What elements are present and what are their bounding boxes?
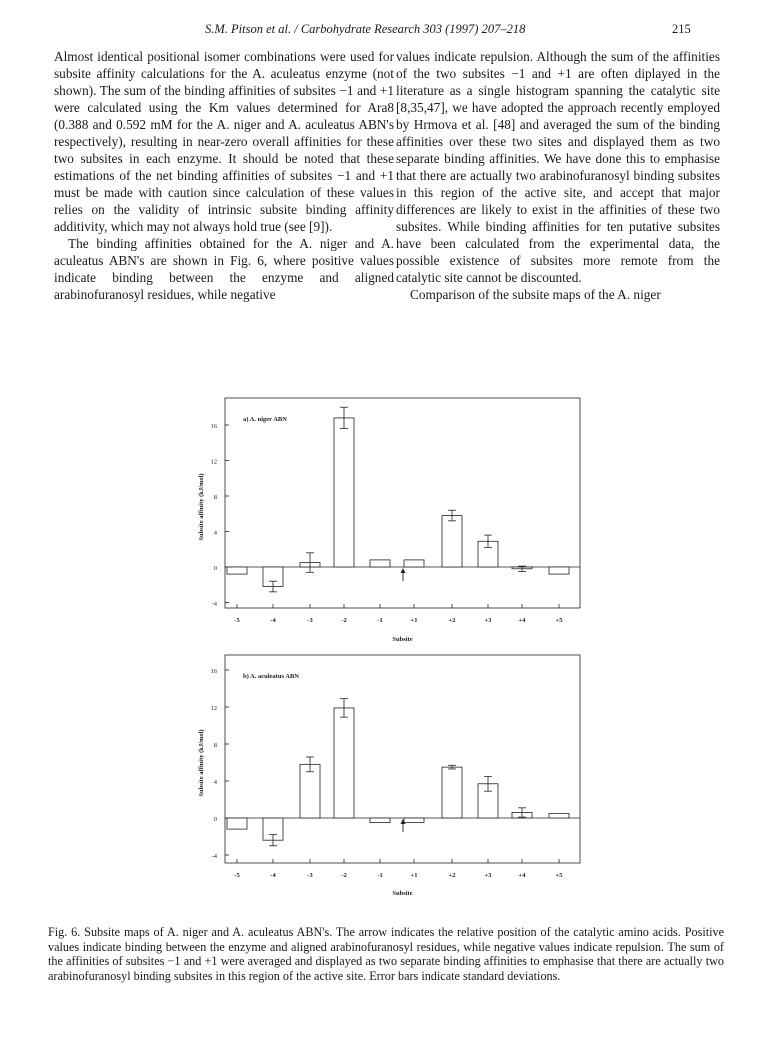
x-tick-label: -1 [377,617,383,624]
figure-caption: Fig. 6. Subsite maps of A. niger and A. aculeatus ABN's. The arrow indicates the relative position of the catalytic amino acids. Positive values indicate binding between the enzyme and aligned arabinofuranosyl residues, while negative values indicate repulsion. The sum of the affinities of subsites −1 and +1 were averaged and displayed as two separate binding affinities to emphasise that there are actually two arabinofuranosyl binding subsites in this region of the active site. Error bars indicate standard deviations. [48,925,724,983]
catalytic-arrow-head [401,568,406,573]
bar [442,516,462,567]
x-tick-label: -4 [270,872,276,879]
y-tick-label: 4 [213,779,217,786]
y-tick-label: 0 [213,565,217,572]
page-number: 215 [672,22,691,36]
x-tick-label: +3 [484,617,492,624]
y-tick-label: 8 [213,494,217,501]
x-axis-label: Subsite [392,890,413,897]
x-tick-label: +4 [518,617,526,624]
x-tick-label: +4 [518,872,526,879]
y-axis-label: Subsite affinity (kJ/mol) [198,473,205,541]
x-tick-label: +5 [555,617,563,624]
x-tick-label: -1 [377,872,383,879]
y-tick-label: -4 [211,600,217,608]
x-tick-label: -2 [341,617,347,624]
x-tick-label: -5 [234,872,240,879]
x-tick-label: +3 [484,872,492,879]
x-tick-label: +1 [410,872,418,879]
y-tick-label: 12 [210,705,217,712]
paragraph: Comparison of the subsite maps of the A. niger [410,287,661,302]
bar [334,708,354,818]
x-tick-label: +2 [448,617,456,624]
bar [442,767,462,818]
paragraph: values indicate repulsion. Although the sum of the affinities of the two subsites −1 and +1 are often diplayed in the literature as a single histogram spanning the catalytic site [8,35,47], we have adopted the approach recently employed by Hrmova et al. [48] and averaged the sum of the binding affinities over these two sites and displayed them as two separate binding affinities. We have done this to emphasise that there are actually two arabinofuranosyl binding subsites in this region of the active site, and accept that major differences are likely to exist in the affinities of these two subsites. While binding affinities for ten putative subsites have been calculated from the experimental data, the possible existence of subsites more remote from the catalytic site cannot be discounted. [396,49,720,285]
bar [370,818,390,823]
bar [404,818,424,823]
x-tick-label: +5 [555,872,563,879]
x-tick-label: -3 [307,872,313,879]
bar [404,560,424,567]
x-tick-label: -2 [341,872,347,879]
x-tick-label: -4 [270,617,276,624]
bar [549,813,569,818]
chart-title: b) A. aculeatus ABN [243,673,299,680]
bar [549,567,569,574]
paragraph: The binding affinities obtained for the A. niger and A. aculeatus ABN's are shown in Fig. 6, where positive values indicate binding between the enzyme and aligned arabinofuranosyl residues, while negative [54,236,394,302]
bar [370,560,390,567]
x-axis-label: Subsite [392,636,413,643]
y-tick-label: 4 [213,529,217,537]
bar [227,818,247,829]
running-title: S.M. Pitson et al. / Carbohydrate Research 303 (1997) 207–218 [205,22,526,36]
paragraph: Almost identical positional isomer combinations were used for subsite affinity calculations for the A. aculeatus enzyme (not shown). The sum of the binding affinities of subsites −1 and +1 were calculated using the Km values determined for Ara8 (0.388 and 0.592 mM for the A. niger and A. aculeatus ABN's respectively), resulting in near-zero overall affinities for these two subsites in each enzyme. It should be noted that these estimations of the net binding affinities of subsites −1 and +1 must be made with caution since calculation of these values relies on the validity of intrinsic subsite binding affinity additivity, which may not always hold true (see [9]). [54,49,394,234]
bar [334,418,354,567]
y-tick-label: 16 [210,668,217,675]
x-tick-label: -5 [234,617,240,624]
y-tick-label: -4 [211,853,217,860]
x-tick-label: +2 [448,872,456,879]
bar [300,764,320,818]
x-tick-label: -3 [307,617,313,624]
y-tick-label: 8 [213,742,217,749]
bar [227,567,247,574]
chart-title: a) A. niger ABN [243,416,287,423]
y-tick-label: 0 [213,816,217,823]
y-tick-label: 16 [210,423,217,430]
x-tick-label: +1 [410,617,418,624]
y-tick-label: 12 [210,458,217,466]
y-axis-label: Subsite affinity (kJ/mol) [198,729,205,797]
